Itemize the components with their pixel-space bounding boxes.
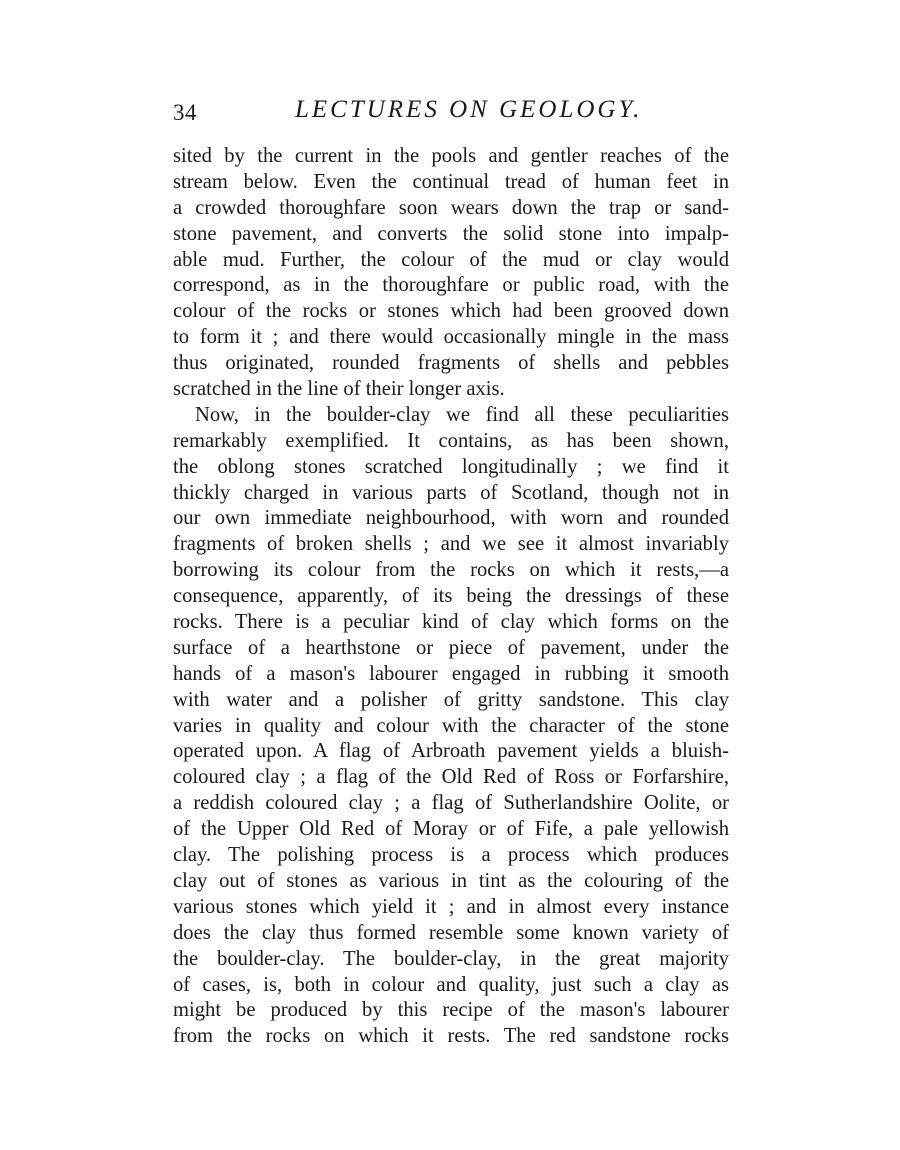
text-line: operated upon. A flag of Arbroath pavement yields a bluish- (173, 740, 729, 763)
text-line: sited by the current in the pools and gentler reaches of the (173, 145, 729, 167)
text-line: from the rocks on which it rests. The red sandstone rocks (173, 1025, 729, 1048)
page-number: 34 (173, 100, 197, 125)
text-line: borrowing its colour from the rocks on which it rests,—a (173, 559, 729, 582)
text-line: stream below. Even the continual tread of human feet in (173, 170, 729, 193)
text-line: does the clay thus formed resemble some known variety of (173, 921, 729, 944)
text-line: consequence, apparently, of its being the dressings of these (173, 585, 729, 608)
paragraph-1 (173, 144, 729, 403)
text-line: the oblong stones scratched longitudinally ; we find it (173, 455, 729, 478)
text-line: various stones which yield it ; and in almost every instance (173, 895, 729, 918)
text-line: scratched in the line of their longer axis. (173, 378, 505, 401)
body-text (173, 144, 729, 1050)
text-line: might be produced by this recipe of the mason's labourer (173, 999, 729, 1022)
text-line: the boulder-clay. The boulder-clay, in the great majority (173, 947, 729, 970)
text-line: stone pavement, and converts the solid stone into impalp- (173, 222, 729, 245)
running-title: LECTURES ON GEOLOGY. (295, 96, 643, 123)
text-line: thickly charged in various parts of Scotland, though not in (173, 481, 729, 504)
text-line: our own immediate neighbourhood, with worn and rounded (173, 507, 729, 530)
text-line: a crowded thoroughfare soon wears down the trap or sand- (173, 196, 729, 219)
page-header (173, 96, 729, 136)
text-line: a reddish coloured clay ; a flag of Sutherlandshire Oolite, or (173, 792, 729, 815)
text-line: to form it ; and there would occasionally mingle in the mass (173, 326, 729, 349)
text-line: clay out of stones as various in tint as the colouring of the (173, 869, 729, 892)
text-line: Now, in the boulder-clay we find all these peculiarities (195, 403, 729, 426)
text-line: able mud. Further, the colour of the mud or clay would (173, 248, 729, 271)
text-line: of cases, is, both in colour and quality, just such a clay as (173, 973, 729, 996)
text-line: with water and a polisher of gritty sandstone. This clay (173, 688, 729, 711)
text-line: thus originated, rounded fragments of shells and pebbles (173, 352, 729, 375)
text-line: hands of a mason's labourer engaged in rubbing it smooth (173, 662, 729, 685)
text-line: varies in quality and colour with the character of the stone (173, 714, 729, 737)
text-line: remarkably exemplified. It contains, as has been shown, (173, 429, 729, 452)
text-line: clay. The polishing process is a process which produces (173, 844, 729, 867)
text-line: colour of the rocks or stones which had been grooved down (173, 300, 729, 323)
text-line: rocks. There is a peculiar kind of clay which forms on the (173, 611, 729, 634)
paragraph-2 (173, 403, 729, 1050)
text-line: of the Upper Old Red of Moray or of Fife, a pale yellowish (173, 818, 729, 841)
text-line: surface of a hearthstone or piece of pavement, under the (173, 636, 729, 659)
text-line: fragments of broken shells ; and we see it almost invariably (173, 533, 729, 556)
text-line: coloured clay ; a flag of the Old Red of Ross or Forfarshire, (173, 766, 729, 789)
text-line: correspond, as in the thoroughfare or public road, with the (173, 274, 729, 297)
